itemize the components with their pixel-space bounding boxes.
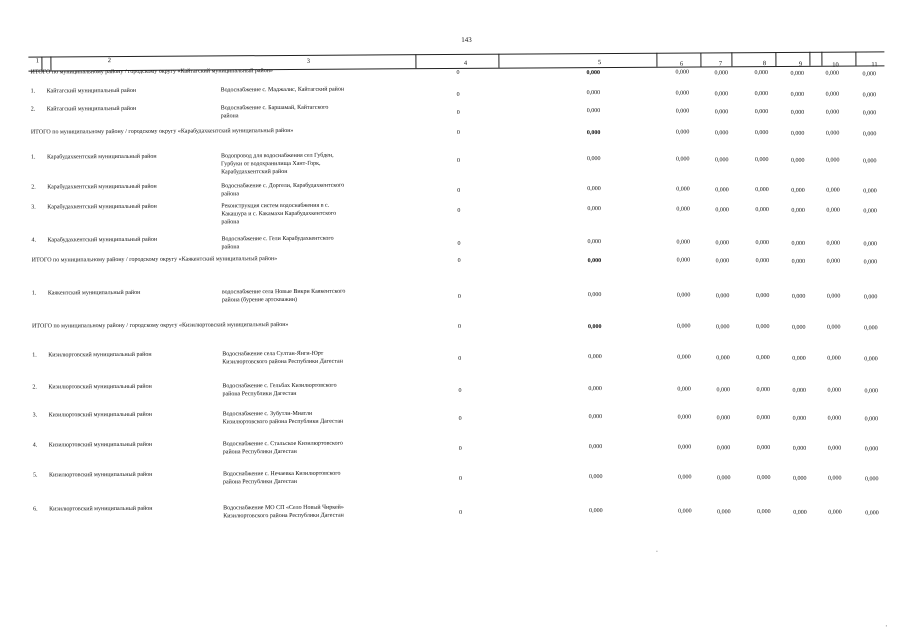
total-col11-value: 0,000	[863, 258, 878, 265]
row-col9-value: 0,000	[793, 509, 807, 516]
header-top-border	[28, 51, 884, 57]
row-col7-value: 0,000	[716, 474, 731, 481]
row-district: Кизилюртовский муниципальный район	[48, 383, 152, 391]
total-col10-value: 0,000	[826, 258, 841, 265]
total-col11-value: 0,000	[864, 324, 878, 331]
column-number-1: 1	[35, 57, 40, 65]
row-object-name: Реконструкция систем водоснабжения в с.	[221, 202, 330, 210]
row-col4-value: 0	[457, 157, 461, 164]
scan-speck	[656, 551, 657, 552]
row-col10-value: 0,000	[828, 509, 842, 516]
header-divider	[855, 52, 856, 66]
row-col4-value: 0	[458, 475, 462, 482]
total-col5-value: 0,000	[587, 258, 602, 265]
row-number: 4.	[32, 442, 38, 449]
total-col10-value: 0,000	[827, 324, 841, 331]
row-object-name: Водоснабжение с. Гельбах Кизилюртовского	[222, 382, 337, 390]
row-col4-value: 0	[459, 509, 463, 516]
row-object-name: района (бурение артскважин)	[221, 296, 298, 304]
row-col5-value: 0,000	[586, 90, 601, 97]
row-object-name: Кизилюртовского района Республики Дагестан	[223, 512, 344, 520]
row-col7-value: 0,000	[715, 239, 730, 246]
row-col10-value: 0,000	[827, 475, 842, 482]
row-col6-value: 0,000	[676, 239, 691, 246]
row-col6-value: 0,000	[677, 386, 691, 393]
total-col6-value: 0,000	[675, 129, 690, 136]
row-col4-value: 0	[457, 240, 461, 247]
row-col6-value: 0,000	[676, 206, 690, 213]
header-divider	[498, 54, 499, 68]
row-col10-value: 0,000	[827, 355, 841, 362]
row-col8-value: 0,000	[755, 157, 769, 164]
row-col11-value: 0,000	[864, 445, 879, 452]
row-col6-value: 0,000	[675, 90, 690, 97]
column-number-5: 5	[597, 59, 602, 67]
row-col6-value: 0,000	[676, 186, 690, 193]
row-col8-value: 0,000	[755, 207, 769, 214]
row-district: Кизилюртовский муниципальный район	[48, 471, 153, 479]
row-col11-value: 0,000	[863, 240, 878, 247]
column-number-9: 9	[798, 60, 803, 68]
row-object-name: Водопровод для водоснабжения сел Губден,	[220, 152, 334, 160]
row-col10-value: 0,000	[825, 109, 840, 116]
total-col7-value: 0,000	[715, 257, 730, 264]
row-col4-value: 0	[457, 293, 461, 300]
column-number-8: 8	[762, 60, 767, 68]
column-number-11: 11	[871, 61, 878, 69]
header-divider	[809, 52, 810, 66]
total-col9-value: 0,000	[790, 70, 805, 77]
row-col4-value: 0	[456, 91, 460, 98]
row-col7-value: 0,000	[714, 108, 729, 115]
row-district: Кизилюртовский муниципальный район	[49, 505, 153, 513]
header-divider	[50, 56, 51, 70]
row-col9-value: 0,000	[791, 207, 805, 214]
row-object-name: района	[221, 244, 240, 251]
row-number: 4.	[31, 237, 37, 244]
total-col8-value: 0,000	[754, 130, 769, 137]
row-number: 1.	[31, 290, 37, 297]
row-col10-value: 0,000	[827, 445, 842, 452]
row-number: 1.	[30, 88, 36, 95]
row-col7-value: 0,000	[716, 386, 730, 393]
row-number: 6.	[33, 506, 38, 513]
row-col11-value: 0,000	[863, 293, 878, 300]
total-col6-value: 0,000	[676, 257, 691, 264]
header-divider	[700, 52, 701, 66]
row-col10-value: 0,000	[826, 187, 840, 194]
row-col8-value: 0,000	[757, 509, 771, 516]
total-col9-value: 0,000	[791, 258, 806, 265]
row-district: Карабудахкентский муниципальный район	[47, 183, 157, 191]
row-col6-value: 0,000	[677, 354, 691, 361]
column-number-4: 4	[463, 59, 468, 67]
column-number-6: 6	[679, 60, 684, 68]
row-col5-value: 0,000	[587, 239, 602, 246]
row-col7-value: 0,000	[717, 508, 731, 515]
row-col8-value: 0,000	[756, 387, 770, 394]
row-object-name: района	[221, 219, 240, 226]
header-divider	[656, 53, 657, 67]
row-col7-value: 0,000	[716, 444, 731, 451]
row-col5-value: 0,000	[589, 508, 603, 515]
row-col8-value: 0,000	[755, 240, 770, 247]
row-col5-value: 0,000	[587, 292, 602, 299]
row-object-name: района Республики Дагестан	[222, 478, 298, 486]
row-col7-value: 0,000	[715, 206, 729, 213]
row-object-name: района	[221, 191, 239, 198]
row-object-name: водоснабжение села Новые Викри Каякентского	[221, 288, 346, 296]
row-col5-value: 0,000	[588, 354, 602, 361]
row-col5-value: 0,000	[586, 108, 601, 115]
row-col9-value: 0,000	[790, 91, 805, 98]
row-number: 2.	[32, 384, 37, 391]
row-number: 2.	[30, 106, 36, 113]
row-col6-value: 0,000	[675, 108, 690, 115]
total-col10-value: 0,000	[825, 130, 840, 137]
row-col10-value: 0,000	[826, 207, 840, 214]
row-object-name: Кизилюртовского района Республики Дагестан	[222, 358, 343, 366]
total-col7-value: 0,000	[714, 69, 729, 76]
row-col5-value: 0,000	[588, 414, 603, 421]
total-col7-value: 0,000	[714, 129, 729, 136]
column-number-10: 10	[832, 61, 839, 69]
row-col9-value: 0,000	[790, 109, 805, 116]
row-district: Кизилюртовский муниципальный район	[48, 441, 153, 449]
total-col4-value: 0	[457, 257, 461, 264]
row-col8-value: 0,000	[754, 109, 769, 116]
row-col11-value: 0,000	[863, 207, 877, 214]
column-number-7: 7	[718, 60, 723, 68]
row-col6-value: 0,000	[677, 414, 692, 421]
total-col10-value: 0,000	[825, 70, 840, 77]
row-col7-value: 0,000	[715, 292, 730, 299]
row-col4-value: 0	[457, 207, 461, 214]
row-col5-value: 0,000	[587, 186, 601, 193]
row-col8-value: 0,000	[756, 475, 771, 482]
row-col6-value: 0,000	[676, 292, 691, 299]
row-col5-value: 0,000	[588, 444, 603, 451]
row-col4-value: 0	[458, 415, 462, 422]
total-col9-value: 0,000	[790, 130, 805, 137]
row-col6-value: 0,000	[677, 474, 692, 481]
row-col11-value: 0,000	[864, 415, 879, 422]
row-col9-value: 0,000	[791, 157, 805, 164]
row-col8-value: 0,000	[756, 355, 770, 362]
row-object-name: Водоснабжение села Султан-Янги-Юрт	[222, 350, 324, 358]
row-col11-value: 0,000	[865, 509, 879, 516]
row-col5-value: 0,000	[588, 386, 602, 393]
row-object-name: Кизилюртовского района Республики Дагестан	[222, 418, 344, 426]
row-col10-value: 0,000	[827, 387, 841, 394]
row-col11-value: 0,000	[863, 157, 877, 164]
row-object-name: Водоснабжение с. Нечаевка Кизилюртовского	[222, 470, 341, 478]
total-col6-value: 0,000	[677, 323, 691, 330]
row-col9-value: 0,000	[792, 445, 807, 452]
row-col6-value: 0,000	[678, 508, 692, 515]
header-divider	[775, 52, 776, 66]
row-object-name: Водоснабжение МО СП «Село Новый Чиркей»	[223, 504, 344, 512]
row-col10-value: 0,000	[825, 91, 840, 98]
row-object-name: Какашура и с. Какамахи Карабудахкентского	[221, 210, 337, 218]
row-number: 2.	[31, 184, 36, 191]
total-row-label: ИТОГО по муниципальному району / городскому округу «Кизилюртовский муниципальный район»	[32, 321, 289, 330]
row-col8-value: 0,000	[755, 187, 769, 194]
total-col6-value: 0,000	[675, 69, 690, 76]
row-col9-value: 0,000	[791, 240, 806, 247]
row-col5-value: 0,000	[587, 206, 601, 213]
row-col7-value: 0,000	[714, 90, 729, 97]
total-row-label: ИТОГО по муниципальному району / городскому округу «Карабудахкентский муниципальный район»	[30, 127, 294, 136]
total-col8-value: 0,000	[754, 70, 769, 77]
row-district: Кайтагский муниципальный район	[46, 87, 137, 95]
row-number: 1.	[30, 154, 36, 161]
total-col4-value: 0	[456, 69, 460, 76]
row-col4-value: 0	[457, 187, 461, 194]
row-col8-value: 0,000	[756, 445, 771, 452]
row-object-name: района Республики Дагестан	[222, 390, 297, 398]
row-object-name: Водоснабжение с. Маджалис, Кайтагский район	[220, 86, 345, 94]
total-col4-value: 0	[458, 323, 462, 330]
row-col10-value: 0,000	[826, 240, 841, 247]
row-object-name: района Республики Дагестан	[222, 448, 297, 456]
row-col4-value: 0	[458, 387, 462, 394]
total-col9-value: 0,000	[792, 324, 806, 331]
page-number: 143	[461, 35, 472, 44]
row-col8-value: 0,000	[755, 293, 770, 300]
row-district: Карабудахкентский муниципальный район	[47, 236, 158, 244]
row-col5-value: 0,000	[587, 156, 601, 163]
header-divider	[731, 52, 732, 66]
row-object-name: Водоснабжение с. Гели Карабудахкентского	[221, 235, 334, 243]
row-col8-value: 0,000	[756, 415, 771, 422]
row-col9-value: 0,000	[792, 387, 806, 394]
row-col10-value: 0,000	[826, 293, 841, 300]
row-col7-value: 0,000	[715, 186, 729, 193]
row-col9-value: 0,000	[792, 415, 807, 422]
row-col4-value: 0	[458, 355, 462, 362]
row-district: Карабудахкентский муниципальный район	[47, 203, 157, 211]
scan-speck	[886, 625, 887, 626]
row-number: 3.	[32, 412, 38, 419]
total-row-label: ИТОГО по муниципальному району / городскому округу «Кайтагский муниципальный район»	[30, 68, 273, 76]
header-divider	[415, 54, 416, 68]
row-col9-value: 0,000	[792, 355, 806, 362]
total-col7-value: 0,000	[716, 323, 730, 330]
total-col4-value: 0	[456, 129, 460, 136]
row-object-name: Водоснабжение с. Баршамай, Кайтагского	[220, 104, 329, 112]
total-col5-value: 0,000	[586, 130, 601, 137]
row-col4-value: 0	[456, 109, 460, 116]
row-col7-value: 0,000	[715, 156, 729, 163]
column-number-3: 3	[306, 57, 311, 65]
row-col7-value: 0,000	[716, 414, 731, 421]
row-col9-value: 0,000	[792, 475, 807, 482]
row-col11-value: 0,000	[864, 475, 879, 482]
row-object-name: Водоснабжение с. Доргели, Карабудахкентского	[221, 182, 345, 190]
row-col11-value: 0,000	[862, 91, 877, 98]
row-col5-value: 0,000	[588, 474, 603, 481]
row-object-name: Водоснабжение с. Стальское Кизилюртовского	[222, 440, 343, 448]
row-col11-value: 0,000	[863, 187, 877, 194]
row-col4-value: 0	[458, 445, 462, 452]
row-district: Кизилюртовский муниципальный район	[48, 351, 152, 359]
total-col5-value: 0,000	[588, 324, 602, 331]
row-col9-value: 0,000	[791, 293, 806, 300]
row-object-name: Гурбуки от водохранилища Хант-Горк,	[221, 160, 321, 168]
total-col11-value: 0,000	[862, 130, 877, 137]
row-district: Карабудахкентский муниципальный район	[46, 153, 157, 161]
row-col11-value: 0,000	[864, 387, 878, 394]
header-column-dividers	[0, 0, 914, 3]
row-col11-value: 0,000	[864, 355, 878, 362]
row-col8-value: 0,000	[754, 91, 769, 98]
row-col9-value: 0,000	[791, 187, 805, 194]
column-number-2: 2	[107, 57, 112, 65]
row-object-name: Водоснабжение с. Зубутли-Миатли	[222, 410, 313, 418]
row-object-name: района	[220, 113, 239, 120]
row-district: Кайтагский муниципальный район	[46, 105, 137, 113]
header-divider	[821, 52, 822, 66]
row-district: Каякентский муниципальный район	[47, 289, 141, 297]
row-district: Кизилюртовский муниципальный район	[48, 411, 152, 419]
row-col6-value: 0,000	[677, 444, 692, 451]
total-col8-value: 0,000	[755, 258, 770, 265]
row-number: 5.	[32, 472, 38, 479]
row-col10-value: 0,000	[826, 157, 840, 164]
row-number: 1.	[32, 352, 37, 359]
total-row-label: ИТОГО по муниципальному району / городскому округу «Каякентский муниципальный район»	[31, 256, 278, 264]
total-col8-value: 0,000	[756, 324, 770, 331]
row-col11-value: 0,000	[862, 109, 877, 116]
row-object-name: Карабудахкентский район	[221, 168, 288, 176]
row-col10-value: 0,000	[827, 415, 842, 422]
row-number: 3.	[31, 204, 36, 211]
row-col6-value: 0,000	[676, 156, 690, 163]
row-col7-value: 0,000	[716, 354, 730, 361]
total-col5-value: 0,000	[586, 70, 601, 77]
total-col11-value: 0,000	[862, 70, 877, 77]
